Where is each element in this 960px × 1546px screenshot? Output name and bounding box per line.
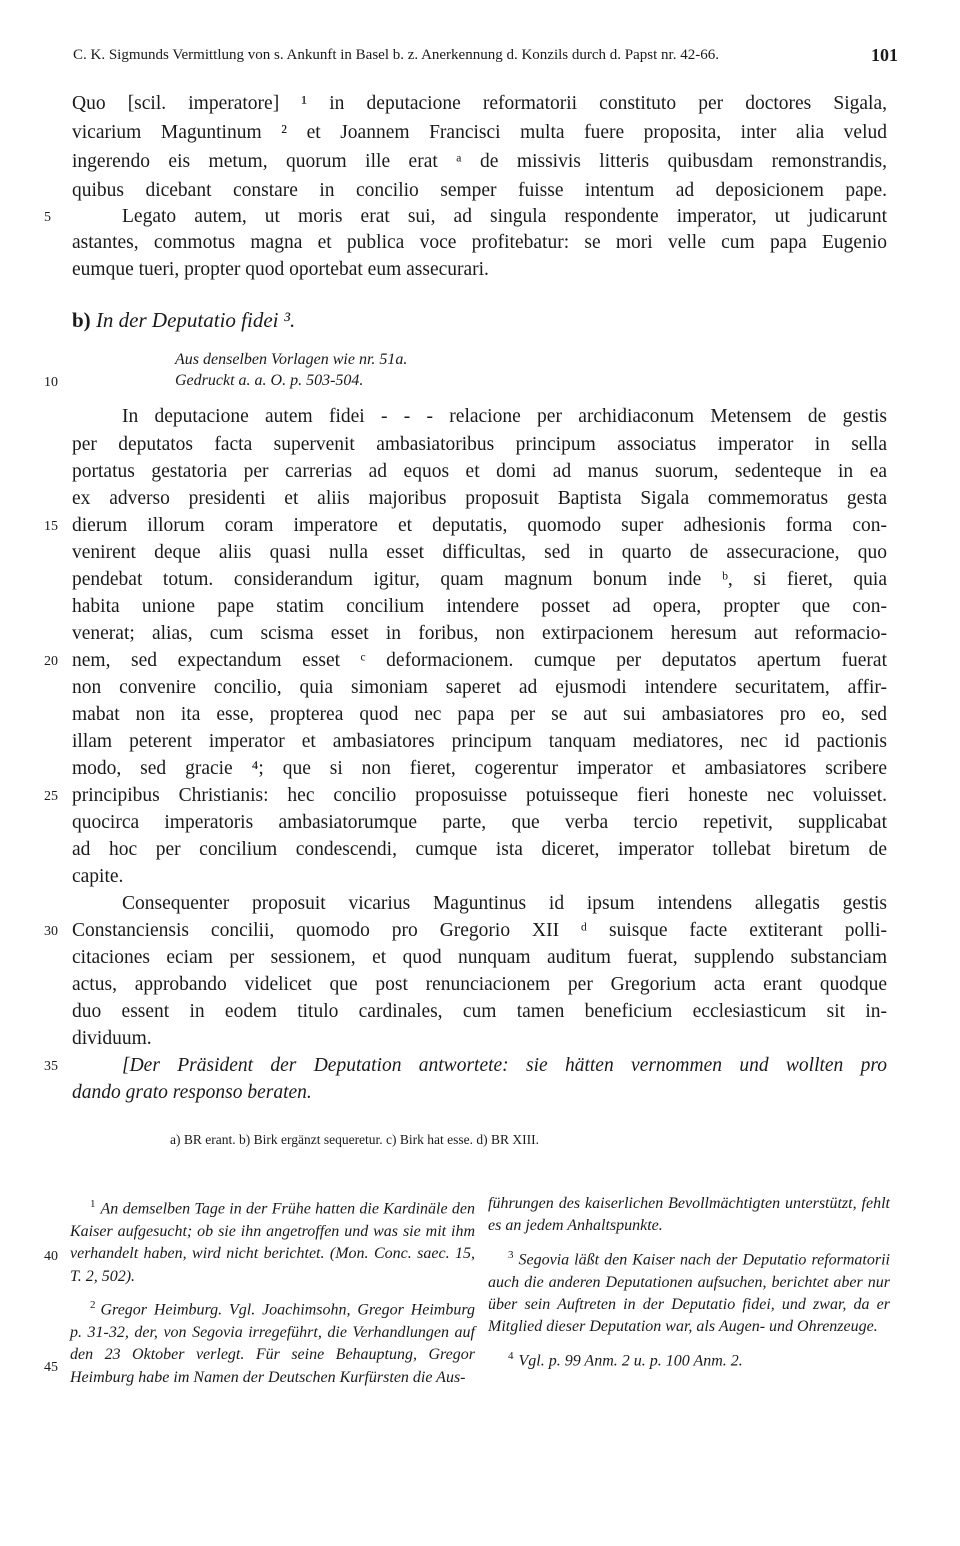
- footnote-mark: 1: [90, 1198, 96, 1210]
- line-number: 40: [44, 1249, 58, 1264]
- body-line: per deputatos facta supervenit ambasiatoribus principum associatus imperator in sella: [72, 434, 887, 455]
- footnote: [70, 1294, 475, 1389]
- body-line: ad hoc per concilium condescendi, cumque ista diceret, imperator tollebat biretum de: [72, 839, 887, 860]
- textual-variants: a) BR erant. b) Birk ergänzt sequeretur. c) Birk hat esse. d) BR XIII.: [170, 1132, 540, 1147]
- body-line: ex adverso presidenti et aliis majoribus proposuit Baptista Sigala commemoratus gesta: [72, 488, 887, 509]
- body-line: astantes, commotus magna et publica voce profitebatur: se mori velle cum papa Eugenio: [72, 232, 887, 253]
- section-title: In der Deputatio fidei ³.: [95, 308, 296, 332]
- body-line: quocirca imperatoris ambasiatorumque parte, que verba tercio repetivit, supplicabat: [72, 812, 887, 833]
- line-number: 5: [44, 210, 51, 225]
- body-line: Legato autem, ut moris erat sui, ad singula respondente imperator, ut judicarunt: [122, 206, 887, 227]
- body-line: duo essent in eodem titulo cardinales, cum tamen beneficium ecclesiasticum sit in-: [72, 1001, 887, 1022]
- line-number: 45: [44, 1360, 58, 1375]
- body-line: habita unione pape statim concilium intendere posset ad opera, propter que con-: [72, 596, 887, 617]
- body-line: nem, sed expectandum esset ᶜ deformacionem. cumque per deputatos apertum fuerat: [72, 650, 887, 671]
- footnote-text: Gregor Heimburg. Vgl. Joachimsohn, Gregor Heimburg p. 31-32, der, von Segovia irregeführt, die Verhandlungen auf den 23 Oktober verlegt. Für seine Behauptung, Gregor Heimburg habe im Namen der Deutschen Kurfürsten die Aus-: [70, 1301, 475, 1386]
- running-head-text: C. K. Sigmunds Vermittlung von s. Ankunft in Basel b. z. Anerkennung d. Konzils durch d. Papst nr. 42-66.: [73, 47, 719, 63]
- footnote-continued: führungen des kaiserlichen Bevollmächtigten unterstützt, fehlt es an jedem Anhaltspunkte.: [488, 1195, 890, 1235]
- body-line: dierum illorum coram imperatore et deputatis, quomodo super adhesionis forma con-: [72, 515, 887, 536]
- footnote-text: An demselben Tage in der Frühe hatten die Kardinäle den Kaiser aufgesucht; ob sie ihn angetroffen und was sie mit ihm verhandelt haben, wird nicht berichtet. (Mon. Conc. saec. 15, T. 2, 502).: [70, 1200, 475, 1285]
- body-line: ingerendo eis metum, quorum ille erat ᵃ de missivis litteris quibusdam remonstrandis,: [72, 151, 887, 172]
- body-line: Constanciensis concilii, quomodo pro Gregorio XII ᵈ suisque facte extiterant polli-: [72, 920, 887, 941]
- footnote: [488, 1244, 890, 1339]
- body-line: eumque tueri, propter quod oportebat eum assecurari.: [72, 259, 489, 280]
- line-number: 30: [44, 924, 58, 939]
- footnote-text: Vgl. p. 99 Anm. 2 u. p. 100 Anm. 2.: [518, 1352, 743, 1370]
- print-note: Gedruckt a. a. O. p. 503-504.: [175, 372, 364, 389]
- footnote: [70, 1193, 475, 1288]
- body-line: actus, approbando videlicet que post renunciacionem per Gregorium acta erant quodque: [72, 974, 887, 995]
- body-line: [Der Präsident der Deputation antwortete: sie hätten vernommen und wollten pro: [122, 1055, 887, 1076]
- footnote-mark: 4: [508, 1349, 514, 1362]
- body-line: capite.: [72, 866, 124, 887]
- body-line: citaciones eciam per sessionem, et quod nunquam auditum fuerat, supplendo substanciam: [72, 947, 887, 968]
- line-number: 35: [44, 1059, 58, 1074]
- body-line: venerat; alias, cum scisma esset in foribus, non extirpacionem heresum aut reformacio-: [72, 623, 887, 644]
- body-line: modo, sed gracie ⁴; que si non fieret, cogerentur imperator et ambasiatores scribere: [72, 758, 887, 779]
- body-line: In deputacione autem fidei - - - relacione per archidiaconum Metensem de gestis: [122, 406, 887, 427]
- body-line: non convenire concilio, quia simoniam saperet ad ejusmodi intendere securitatem, affir-: [72, 677, 887, 698]
- body-line: quibus dicebant constare in concilio semper fuisse intentum ad deposicionem pape.: [72, 180, 887, 201]
- body-line: mabat non ita esse, propterea quod nec papa per se aut sui ambasiatores pro eo, sed: [72, 704, 887, 725]
- body-line: pendebat totum. considerandum igitur, quam magnum bonum inde ᵇ, si fieret, quia: [72, 569, 887, 590]
- line-number: 15: [44, 519, 58, 534]
- footnote-text: Segovia läßt den Kaiser nach der Deputatio reformatorii auch die anderen Deputationen aufsuchen, berichtet aber nur über sein Auftreten in der Deputatio fidei, und zwar, da er Mitglied dieser Deputation war, als Augen- und Ohrenzeuge.: [488, 1251, 890, 1336]
- line-number: 20: [44, 654, 58, 669]
- footnote-mark: 2: [90, 1298, 96, 1311]
- footnotes-right-column: [488, 1193, 890, 1373]
- body-line: venirent deque aliis quasi nulla esset difficultas, sed in quarto de assecuracione, quo: [72, 542, 887, 563]
- body-line: dividuum.: [72, 1028, 152, 1049]
- body-line: Consequenter proposuit vicarius Maguntinus id ipsum intendens allegatis gestis: [122, 893, 887, 914]
- running-head: [73, 47, 898, 64]
- footnote: [488, 1345, 890, 1373]
- body-line: vicarium Maguntinum ² et Joannem Francisci multa fuere proposita, inter alia velud: [72, 122, 887, 143]
- footnote-mark: 3: [508, 1248, 514, 1261]
- section-heading: [72, 308, 295, 333]
- body-line: portatus gestatoria per carrerias ad equos et domi ad manus suorum, sedenteque in ea: [72, 461, 887, 482]
- source-note: Aus denselben Vorlagen wie nr. 51a.: [175, 351, 408, 368]
- page-number: 101: [871, 45, 898, 65]
- section-letter: b): [72, 308, 91, 332]
- body-line: Quo [scil. imperatore] ¹ in deputacione reformatorii constituto per doctores Sigala,: [72, 93, 887, 114]
- line-number: 10: [44, 375, 58, 390]
- body-line: illam peterent imperator et ambasiatores principum tanquam mediatores, nec id pactionis: [72, 731, 887, 752]
- body-line: dando grato responso beraten.: [72, 1082, 312, 1103]
- body-line: principibus Christianis: hec concilio proposuisse potuisseque fieri honeste nec voluisset.: [72, 785, 887, 806]
- line-number: 25: [44, 789, 58, 804]
- footnotes-left-column: [70, 1193, 475, 1389]
